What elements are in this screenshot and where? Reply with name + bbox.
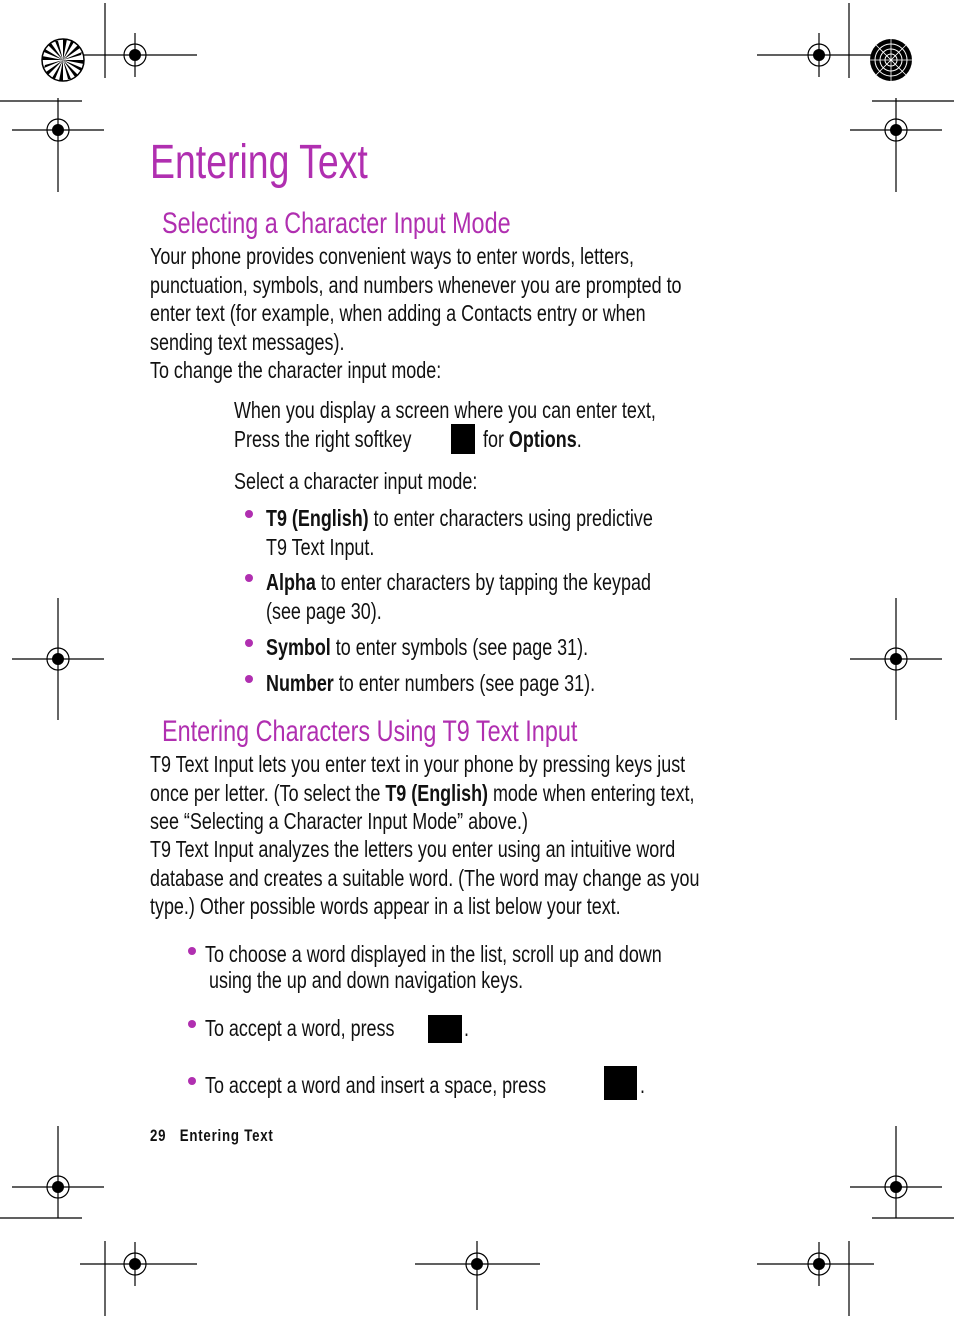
options-label: for Options. <box>483 426 582 452</box>
list-item-alpha: Alpha to enter characters by tapping the keypad (see page 30). <box>266 569 651 624</box>
bullet-icon <box>245 510 253 518</box>
bullet-icon <box>245 639 253 647</box>
bullet-icon <box>245 675 253 683</box>
bullet-icon <box>188 947 196 955</box>
space-key-icon <box>604 1066 637 1100</box>
list-item-symbol: Symbol to enter symbols (see page 31). <box>266 634 589 660</box>
tip-accept-word: To accept a word, press <box>205 1015 395 1041</box>
t9-paragraph-2: T9 Text Input analyzes the letters you enter using an intuitive word database and creates a suitable word. (The word may change as you type.) Other possible words appear in a list below your text. <box>150 836 700 920</box>
bullet-icon <box>245 574 253 582</box>
step-press-softkey: Press the right softkey <box>234 426 412 452</box>
section-heading-input-mode: Selecting a Character Input Mode <box>162 207 511 240</box>
bullet-icon <box>188 1020 196 1028</box>
star-target-filled-icon <box>870 39 912 81</box>
t9-paragraph-1: T9 Text Input lets you enter text in your phone by pressing keys just once per letter. (To select the T9 (English) mode when entering text, see “Selecting a Character Input Mode” above.) <box>150 751 695 835</box>
page-number: 29 <box>150 1126 167 1145</box>
bullet-icon <box>188 1077 196 1085</box>
star-target-icon <box>42 39 84 81</box>
page-footer <box>150 1126 308 1146</box>
page-title: Entering Text <box>150 136 368 189</box>
tip-accept-space: To accept a word and insert a space, press <box>205 1072 547 1098</box>
list-item-t9: T9 (English) to enter characters using predictive T9 Text Input. <box>266 505 653 560</box>
list-item-number: Number to enter numbers (see page 31). <box>266 670 596 696</box>
step-display-screen: When you display a screen where you can enter text, <box>234 397 656 423</box>
tip-choose-word: To choose a word displayed in the list, scroll up and down using the up and down navigation keys. <box>205 941 662 993</box>
tip-accept-space-end: . <box>640 1072 645 1098</box>
section-heading-t9: Entering Characters Using T9 Text Input <box>162 715 578 748</box>
tip-accept-word-end: . <box>464 1015 469 1041</box>
right-softkey-icon <box>451 424 475 454</box>
footer-section: Entering Text <box>179 1126 274 1145</box>
accept-key-icon <box>428 1015 462 1043</box>
step-select-mode: Select a character input mode: <box>234 468 478 494</box>
intro-paragraph: Your phone provides convenient ways to enter words, letters, punctuation, symbols, and numbers whenever you are prompted to enter text (for example, when adding a Contacts entry or when sending text messages). To change the character input mode: <box>150 243 682 384</box>
